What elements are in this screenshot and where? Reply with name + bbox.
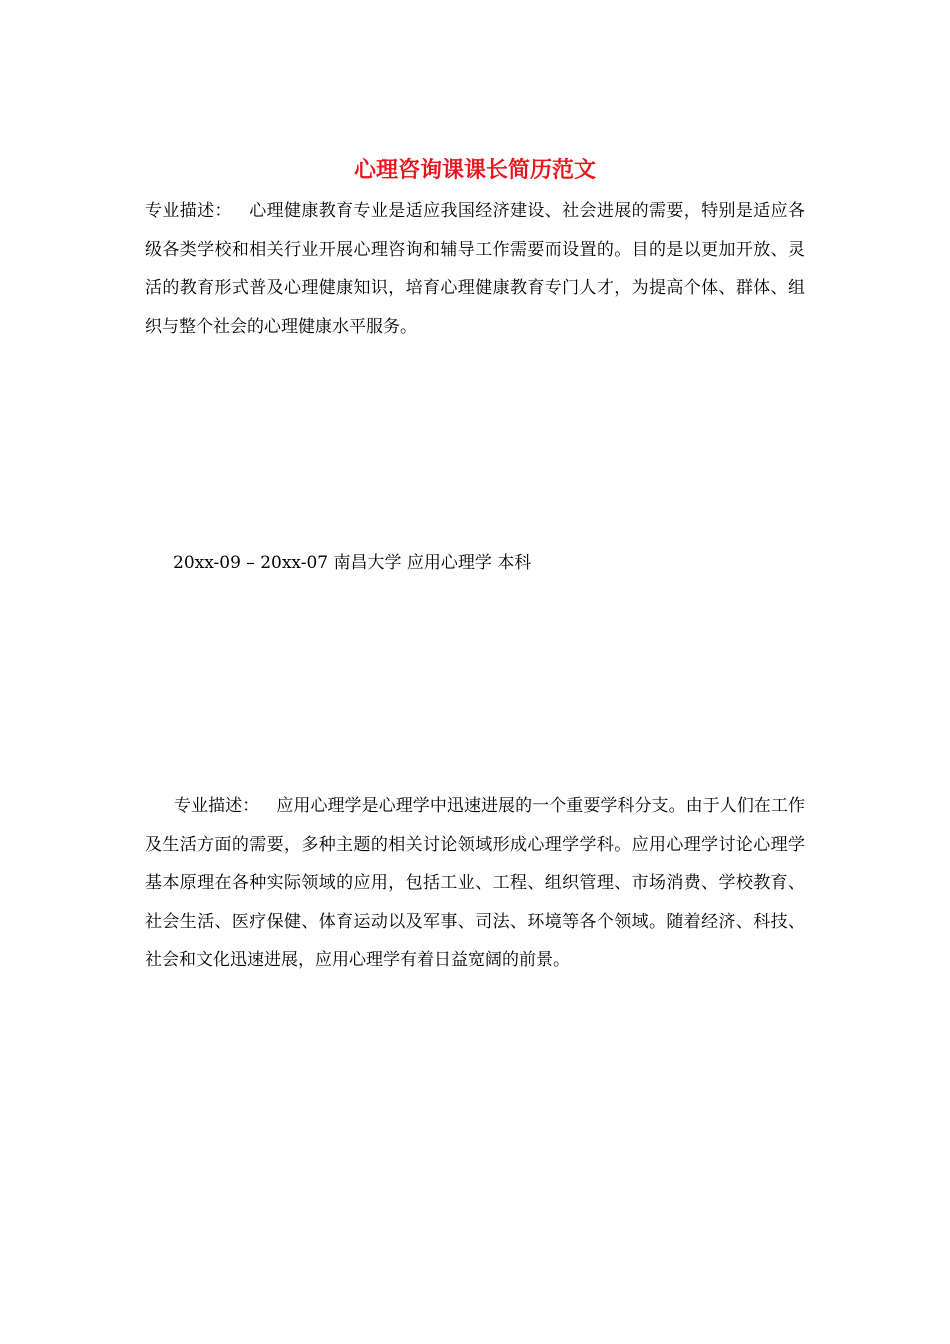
document-title: 心理咨询课课长简历范文: [353, 157, 596, 183]
major-description-text-1: 心理健康教育专业是适应我国经济建设、社会进展的需要，特别是适应各级各类学校和相关行业开展心理咨询和辅导工作需要而设置的。目的是以更加开放、灵活的教育形式普及心理健康知识，培育心理健康教育专门人才，为提高个体、群体、组织与整个社会的心理健康水平服务。: [145, 201, 806, 337]
major-description-text-2: 应用心理学是心理学中迅速进展的一个重要学科分支。由于人们在工作及生活方面的需要，多种主题的相关讨论领域形成心理学学科。应用心理学讨论心理学基本原理在各种实际领域的应用，包括工业、工程、组织管理、市场消费、学校教育、社会生活、医疗保健、体育运动以及军事、司法、环境等各个领域。随着经济、科技、社会和文化迅速进展，应用心理学有着日益宽阔的前景。: [145, 796, 806, 970]
major-description-paragraph-1: [145, 192, 805, 346]
education-entry: 20xx-09 – 20xx-07 南昌大学 应用心理学 本科: [173, 553, 532, 573]
major-description-label-1: 专业描述：: [145, 201, 232, 221]
major-description-paragraph-2: [145, 787, 805, 980]
major-description-label-2: 专业描述：: [174, 796, 260, 816]
